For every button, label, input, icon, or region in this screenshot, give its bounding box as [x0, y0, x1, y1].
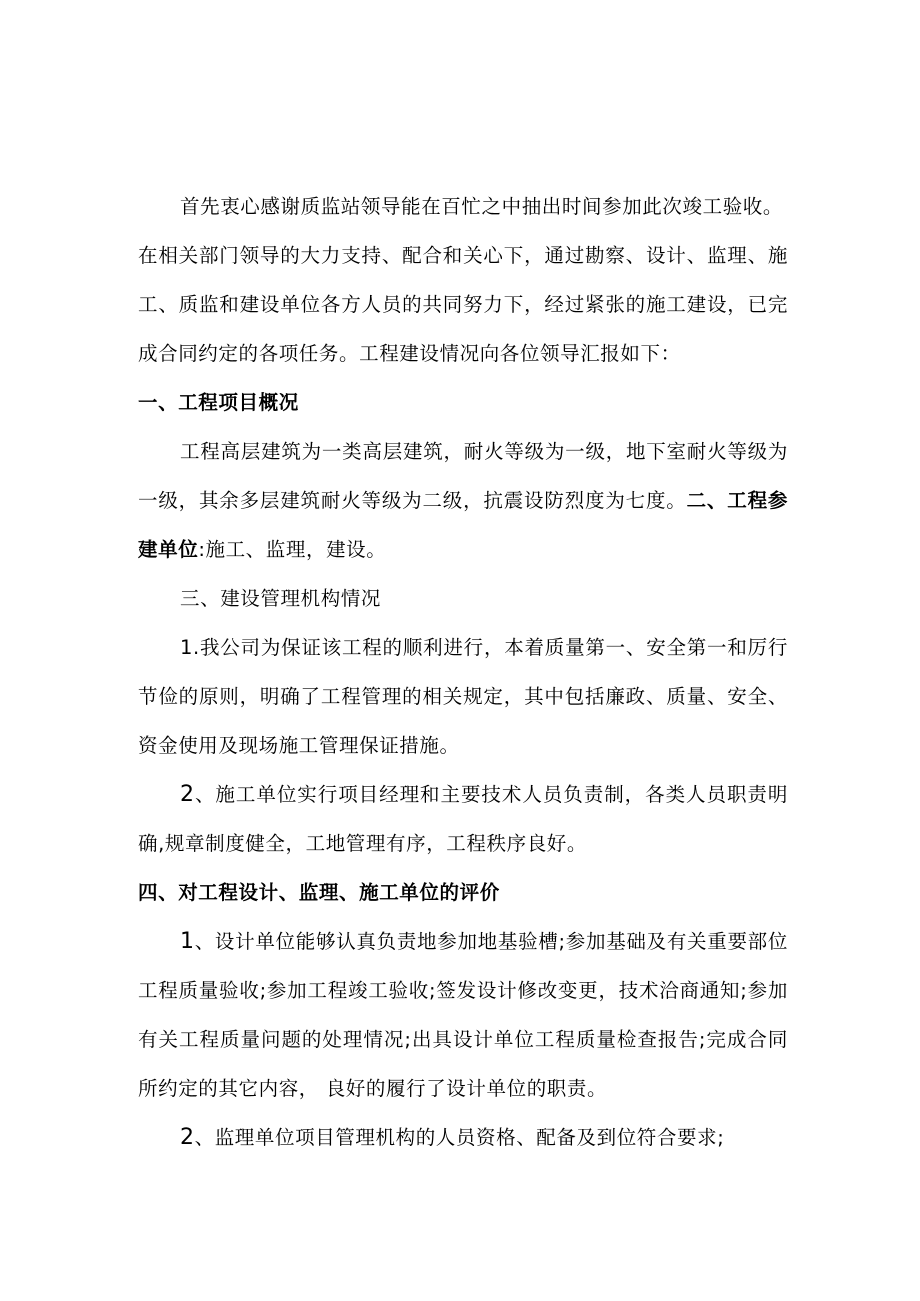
section-4-item-1-line-2: 工程质量验收;参加工程竣工验收;签发设计修改变更，技术洽商通知;参加	[138, 979, 788, 1002]
section-3-item-1-line-2: 节俭的原则，明确了工程管理的相关规定，其中包括廉政、质量、安全、	[138, 685, 788, 708]
section-3-item-2-number: 2	[180, 782, 195, 807]
intro-line-2: 在相关部门领导的大力支持、配合和关心下，通过勘察、设计、监理、施	[138, 244, 788, 267]
section-4-item-2-line-1	[180, 1123, 788, 1153]
section-4-item-1-number: 1	[180, 929, 195, 954]
section-4-heading: 四、对工程设计、监理、施工单位的评价	[138, 881, 500, 904]
section-2-line	[138, 535, 788, 565]
section-2-heading-part-1: 二、工程参	[686, 489, 788, 512]
section-4-item-1-line-1	[180, 927, 788, 957]
section-1-heading: 一、工程项目概况	[138, 391, 299, 414]
intro-line-3: 工、质监和建设单位各方人员的共同努力下，经过紧张的施工建设，已完	[138, 293, 788, 316]
section-4-item-1-line-3: 有关工程质量问题的处理情况;出具设计单位工程质量检查报告;完成合同	[138, 1028, 788, 1051]
section-4-item-2-number: 2	[180, 1125, 195, 1150]
intro-line-1: 首先衷心感谢质监站领导能在百忙之中抽出时间参加此次竣工验收。	[180, 195, 784, 218]
intro-line-4: 成合同约定的各项任务。工程建设情况向各位领导汇报如下：	[138, 342, 681, 365]
section-3-item-2-line-1	[180, 780, 788, 810]
section-3-item-2-text: 、施工单位实行项目经理和主要技术人员负责制，各类人员职责明	[194, 783, 788, 806]
section-4-item-1-text: 、设计单位能够认真负责地参加地基验槽;参加基础及有关重要部位	[194, 930, 788, 953]
section-3-item-2-line-2: 确,规章制度健全，工地管理有序，工程秩序良好。	[138, 832, 587, 855]
section-4-item-1-line-4: 所约定的其它内容， 良好的履行了设计单位的职责。	[138, 1077, 608, 1100]
section-3-item-1-line-1	[180, 633, 788, 663]
section-1-line-2	[138, 486, 788, 516]
section-2-text: :施工、监理，建设。	[198, 538, 387, 561]
section-3-item-1-number: 1.	[180, 636, 200, 659]
section-1-line-2-text: 一级，其余多层建筑耐火等级为二级，抗震设防烈度为七度。	[138, 489, 687, 512]
section-2-heading-part-2: 建单位	[138, 538, 199, 561]
section-3-heading: 三、建设管理机构情况	[180, 587, 382, 610]
section-1-line-1: 工程高层建筑为一类高层建筑，耐火等级为一级，地下室耐火等级为	[180, 440, 788, 463]
section-3-item-1-text: 我公司为保证该工程的顺利进行，本着质量第一、安全第一和厉行	[199, 636, 788, 659]
section-3-item-1-line-3: 资金使用及现场施工管理保证措施。	[138, 734, 460, 757]
section-4-item-2-text: 、监理单位项目管理机构的人员资格、配备及到位符合要求;	[194, 1126, 725, 1149]
